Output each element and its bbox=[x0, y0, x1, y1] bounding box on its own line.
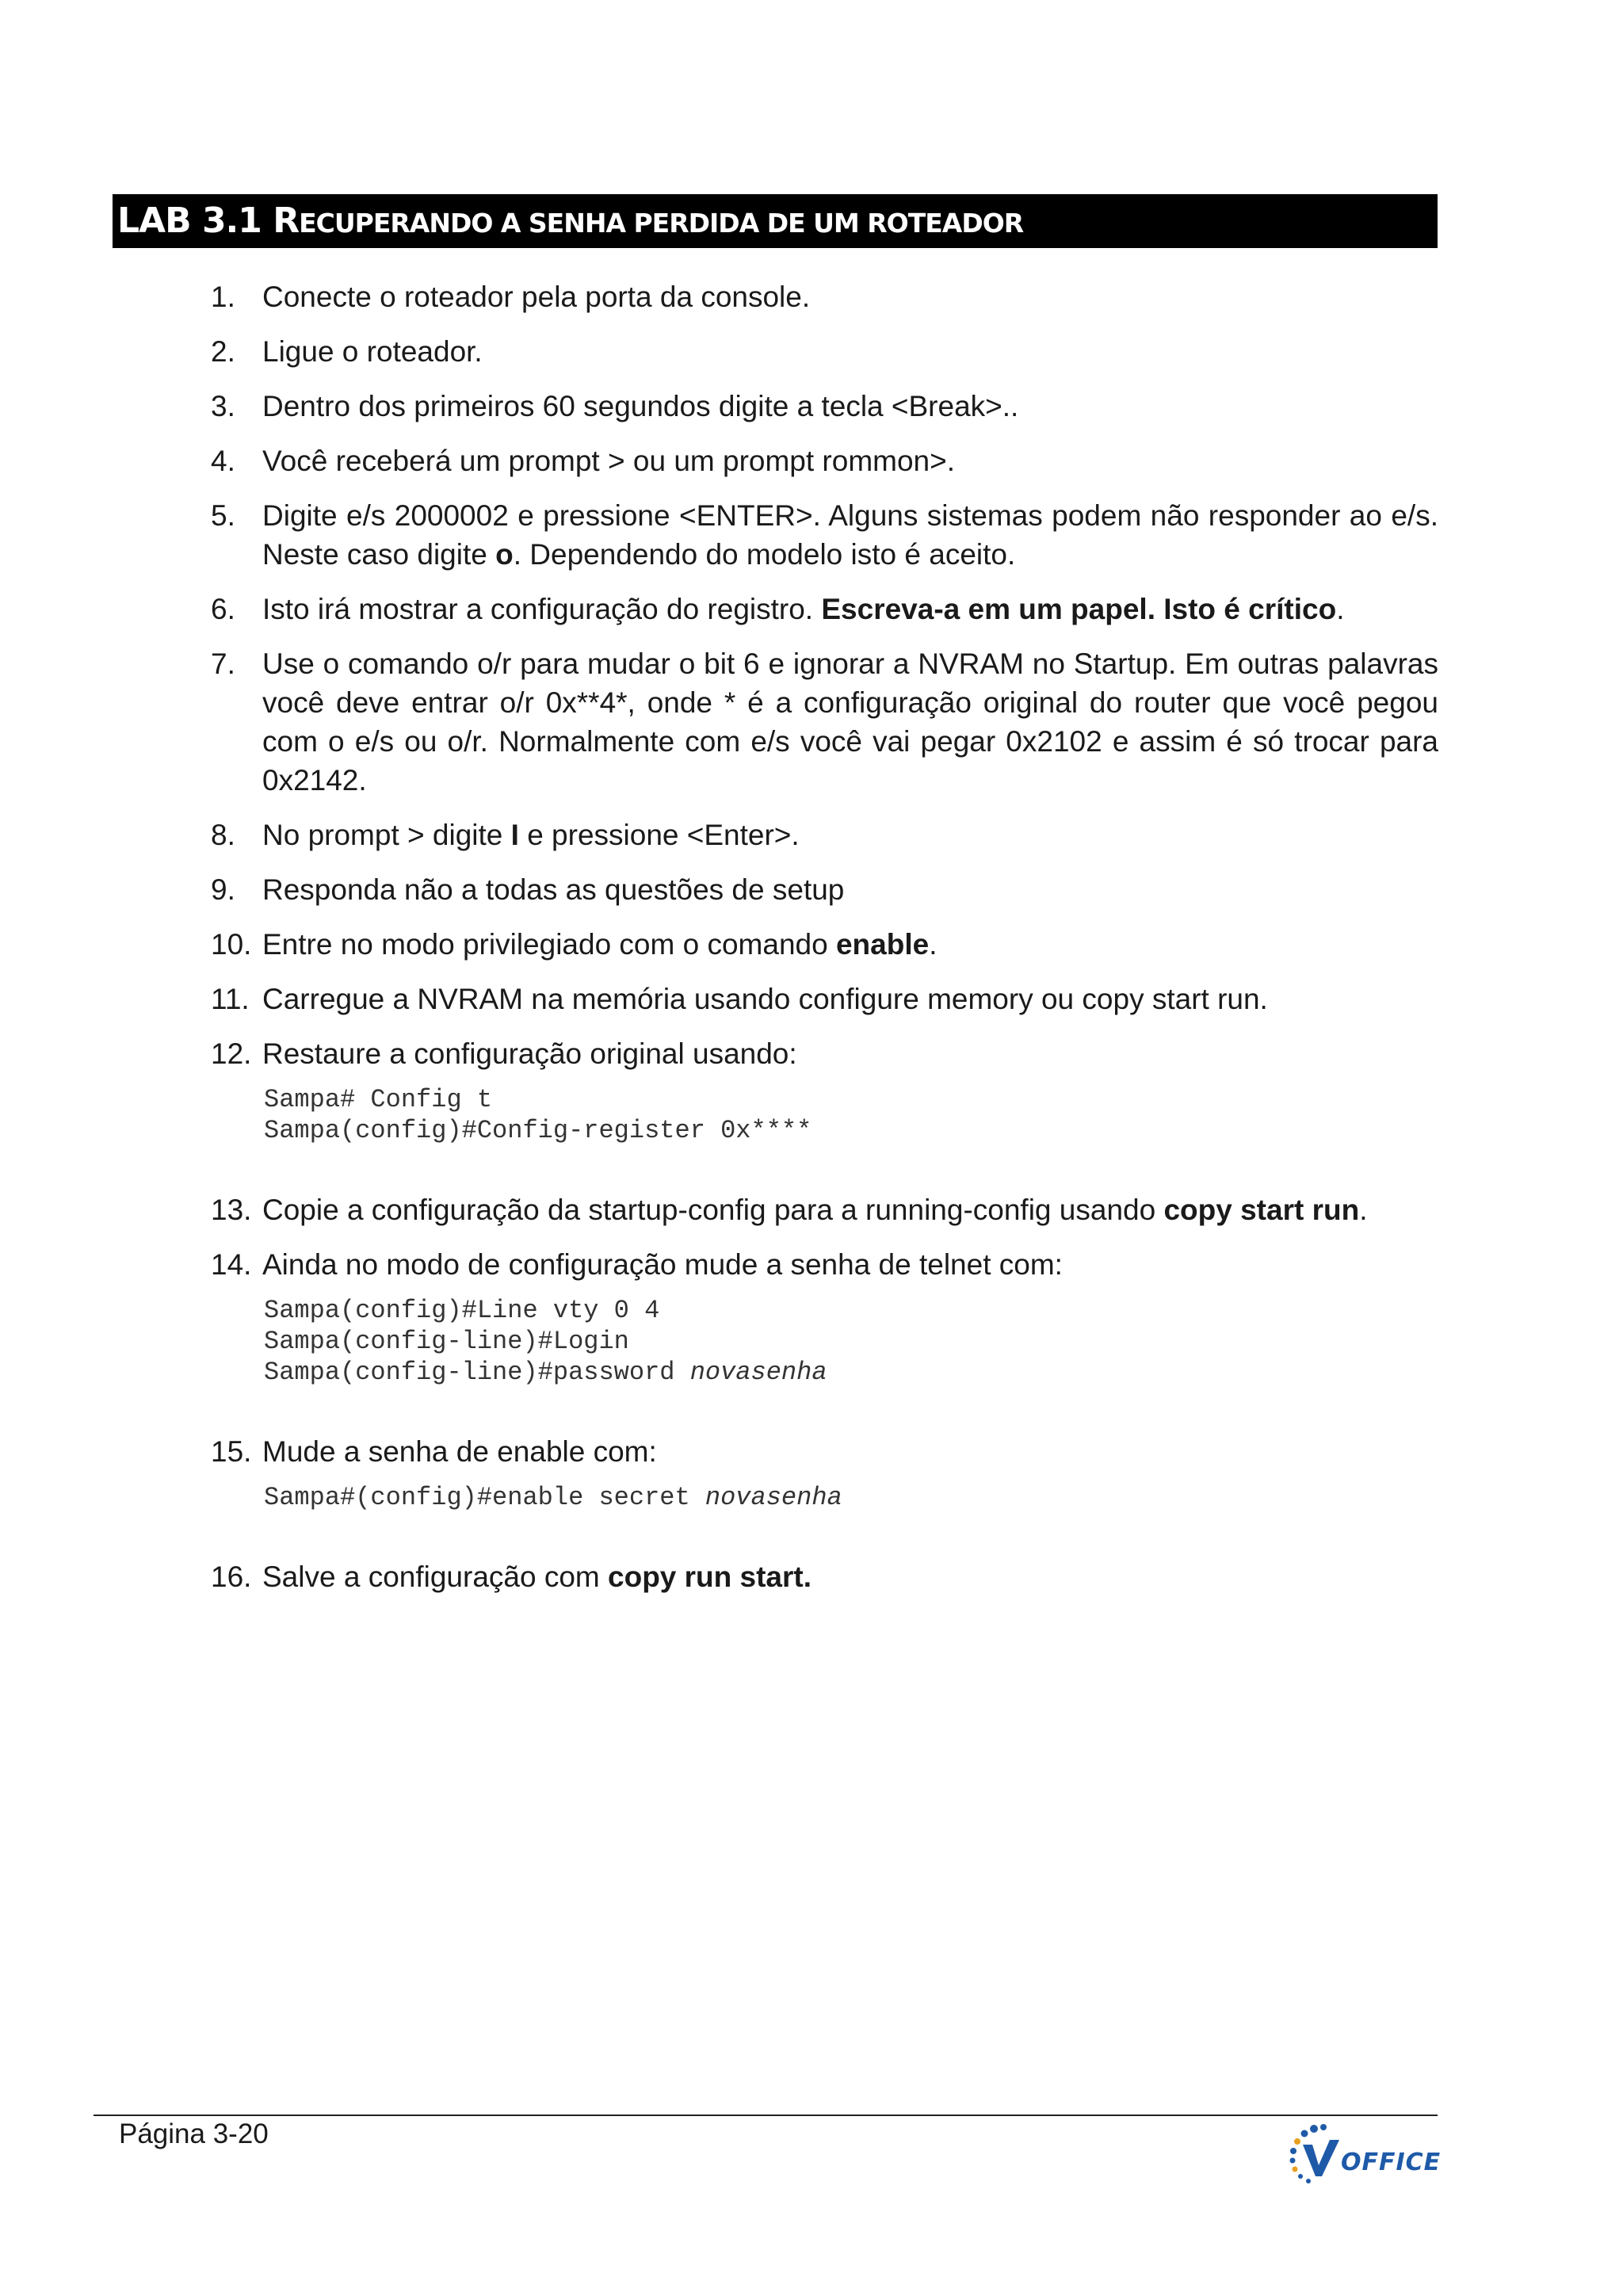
step-number: 13. bbox=[211, 1194, 252, 1226]
list-item bbox=[0, 1245, 1438, 1284]
step-number: 3. bbox=[211, 390, 235, 422]
step-text: Mude a senha de enable com: bbox=[262, 1435, 657, 1468]
step-number: 12. bbox=[211, 1037, 252, 1070]
step-text bbox=[262, 593, 1345, 625]
step-text-bold: o bbox=[495, 538, 514, 571]
step-number: 14. bbox=[211, 1248, 252, 1281]
step-text-bold: copy run start. bbox=[608, 1561, 812, 1593]
voffice-logo bbox=[1284, 2121, 1442, 2192]
lab-title-bar bbox=[113, 194, 1438, 248]
step-text-part: . bbox=[1336, 593, 1345, 625]
code-block-restore bbox=[264, 1084, 1623, 1146]
code-text: Sampa#(config)#enable secret bbox=[264, 1483, 705, 1512]
step-text-bold: copy start run bbox=[1163, 1194, 1360, 1226]
step-text bbox=[262, 1194, 1367, 1226]
list-item bbox=[0, 1034, 1438, 1073]
list-item bbox=[0, 441, 1438, 480]
list-item bbox=[0, 980, 1438, 1018]
list-item bbox=[0, 816, 1438, 854]
step-text-part: . Dependendo do modelo isto é aceito. bbox=[513, 538, 1016, 571]
code-text: Sampa(config-line)#password bbox=[264, 1358, 690, 1387]
step-text: Responda não a todas as questões de setup bbox=[262, 873, 845, 906]
list-item bbox=[0, 1557, 1438, 1596]
step-text-part: . bbox=[1359, 1194, 1368, 1226]
footer-divider bbox=[94, 2115, 1438, 2116]
step-text bbox=[262, 928, 937, 961]
list-item bbox=[0, 387, 1438, 426]
step-text: Carregue a NVRAM na memória usando configure memory ou copy start run. bbox=[262, 983, 1268, 1015]
step-text-bold: enable bbox=[835, 928, 930, 961]
list-item bbox=[0, 870, 1438, 909]
code-line bbox=[264, 1357, 1623, 1388]
steps-list bbox=[0, 277, 1623, 1612]
lab-title-text: ECUPERANDO A SENHA PERDIDA DE UM ROTEADOR bbox=[299, 208, 1024, 239]
lab-title-prefix: LAB 3.1 R bbox=[117, 201, 300, 241]
step-number: 1. bbox=[211, 281, 235, 313]
step-text: Conecte o roteador pela porta da console. bbox=[262, 281, 811, 313]
step-number: 2. bbox=[211, 335, 235, 368]
step-number: 10. bbox=[211, 928, 252, 961]
step-text-part: No prompt > digite bbox=[262, 819, 511, 851]
code-line: Sampa# Config t bbox=[264, 1085, 493, 1114]
step-text bbox=[262, 819, 800, 851]
code-line: Sampa(config)#Config-register 0x**** bbox=[264, 1116, 812, 1145]
logo-text: OFFICE bbox=[1341, 2149, 1442, 2176]
step-number: 6. bbox=[211, 593, 235, 625]
list-item bbox=[0, 1432, 1438, 1471]
step-text-part: Copie a configuração da startup-config para a running-config usando bbox=[262, 1194, 1164, 1226]
step-number: 8. bbox=[211, 819, 235, 851]
step-text: Você receberá um prompt > ou um prompt rommon>. bbox=[262, 445, 956, 477]
code-line bbox=[264, 1482, 1623, 1513]
step-text-part: e pressione <Enter>. bbox=[518, 819, 800, 851]
step-number: 15. bbox=[211, 1435, 252, 1468]
step-number: 9. bbox=[211, 873, 235, 906]
step-text: Dentro dos primeiros 60 segundos digite a tecla <Break>.. bbox=[262, 390, 1019, 422]
list-item bbox=[0, 332, 1438, 371]
list-item bbox=[0, 1190, 1438, 1229]
code-line: Sampa(config-line)#Login bbox=[264, 1327, 629, 1356]
list-item bbox=[0, 590, 1438, 628]
code-block-telnet bbox=[264, 1295, 1623, 1388]
step-number: 11. bbox=[211, 983, 250, 1015]
step-text: Restaure a configuração original usando: bbox=[262, 1037, 797, 1070]
step-text bbox=[262, 1561, 812, 1593]
page-number: Página 3-20 bbox=[119, 2118, 269, 2149]
step-text: Ainda no modo de configuração mude a senha de telnet com: bbox=[262, 1248, 1063, 1281]
code-line: Sampa(config)#Line vty 0 4 bbox=[264, 1296, 660, 1325]
code-placeholder: novasenha bbox=[689, 1358, 827, 1387]
step-text-part: Salve a configuração com bbox=[262, 1561, 609, 1593]
step-text-part: Digite e/s 2000002 e pressione <ENTER>. Alguns sistemas podem não responder ao e/s. Neste caso digite bbox=[262, 499, 1438, 571]
step-text: Use o comando o/r para mudar o bit 6 e ignorar a NVRAM no Startup. Em outras palavras você deve entrar o/r 0x**4*, onde * é a configuração original do router que você pegou com o e/s ou o/r. Normalmente com e/s você vai pegar 0x2102 e assim é só trocar para 0x2142. bbox=[262, 648, 1438, 797]
step-text-bold: I bbox=[510, 819, 519, 851]
list-item bbox=[0, 925, 1438, 964]
code-block-enable bbox=[264, 1482, 1623, 1513]
step-text-part: Entre no modo privilegiado com o comando bbox=[262, 928, 836, 961]
code-placeholder: novasenha bbox=[705, 1483, 842, 1512]
step-text: Ligue o roteador. bbox=[262, 335, 483, 368]
step-text bbox=[262, 499, 1438, 571]
step-text-part: . bbox=[929, 928, 938, 961]
step-number: 5. bbox=[211, 499, 235, 532]
list-item bbox=[0, 496, 1438, 574]
step-text-part: Isto irá mostrar a configuração do registro. bbox=[262, 593, 822, 625]
step-number: 4. bbox=[211, 445, 235, 477]
list-item bbox=[0, 644, 1438, 800]
step-text-bold: Escreva-a em um papel. Isto é crítico bbox=[821, 593, 1337, 625]
list-item bbox=[0, 277, 1438, 316]
step-number: 16. bbox=[211, 1561, 252, 1593]
step-number: 7. bbox=[211, 648, 235, 680]
